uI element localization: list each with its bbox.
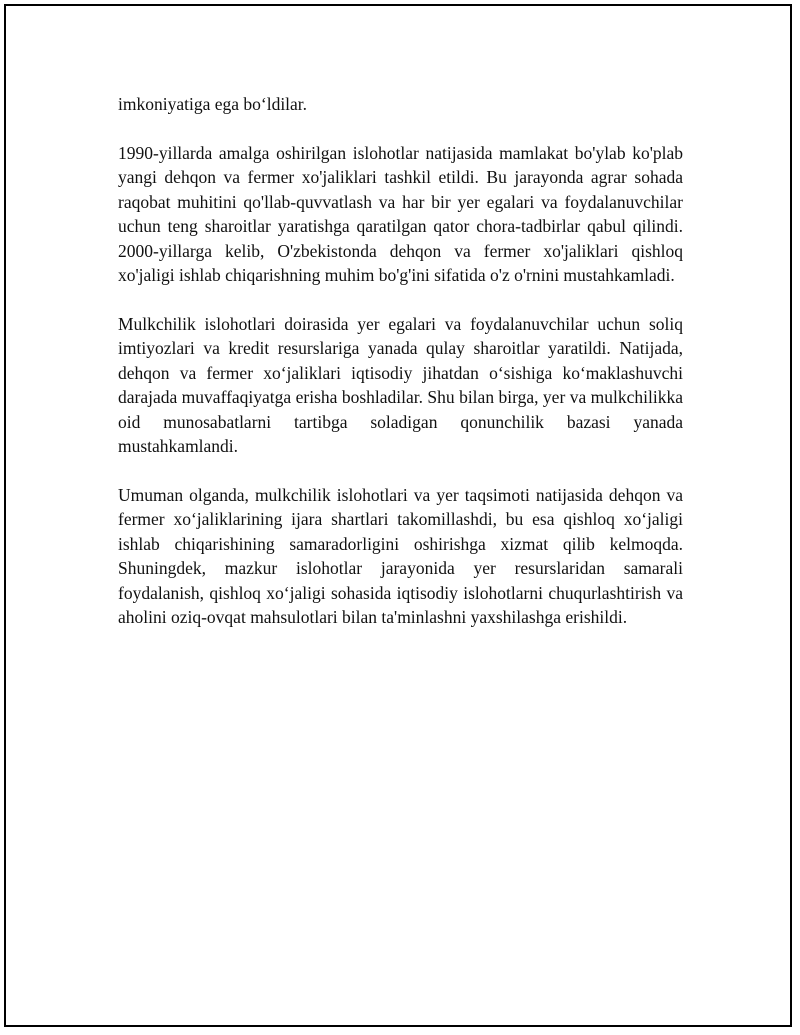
paragraph-continuation: imkoniyatiga ega boʻldilar. — [118, 94, 308, 114]
document-body — [118, 92, 683, 654]
paragraph-ownership-reforms: Mulkchilik islohotlari doirasida yer egalari va foydalanuvchilar uchun soliq imtiyozlari va kredit resurslariga yanada qulay sharoitlar yaratildi. Natijada, dehqon va fermer xoʻjaliklari iqtisodiy jihatdan oʻsishiga koʻmaklashuvchi darajada muvaffaqiyatga erisha boshladilar. Shu bilan birga, yer va mulkchilikka oid munosabatlarni tartibga soladigan qonunchilik bazasi yanada mustahkamlandi. — [118, 313, 683, 456]
paragraph-conclusion: Umuman olganda, mulkchilik islohotlari va yer taqsimoti natijasida dehqon va fermer xoʻjaliklarining ijara shartlari takomillashdi, bu esa qishloq xoʻjaligi ishlab chiqarishining samaradorligini oshirishga xizmat qilib kelmoqda. Shuningdek, mazkur islohotlar jarayonida yer resurslaridan samarali foydalanish, qishloq xoʻjaligi sohasida iqtisodiy islohotlarni chuqurlashtirish va aholini oziq-ovqat mahsulotlari bilan ta'minlashni yaxshilashga erishildi. — [118, 484, 683, 627]
paragraph-1990s-reforms: 1990-yillarda amalga oshirilgan islohotlar natijasida mamlakat bo'ylab ko'plab yangi dehqon va fermer xo'jaliklari tashkil etildi. Bu jarayonda agrar sohada raqobat muhitini qo'llab-quvvatlash va har bir yer egalari va foydalanuvchilar uchun teng sharoitlar yaratishga qaratilgan qator chora-tadbirlar qabul qilindi. 2000-yillarga kelib, O'zbekistonda dehqon va fermer xo'jaliklari qishloq xo'jaligi ishlab chiqarishning muhim bo'g'ini sifatida o'z o'rnini mustahkamladi. — [118, 142, 683, 285]
